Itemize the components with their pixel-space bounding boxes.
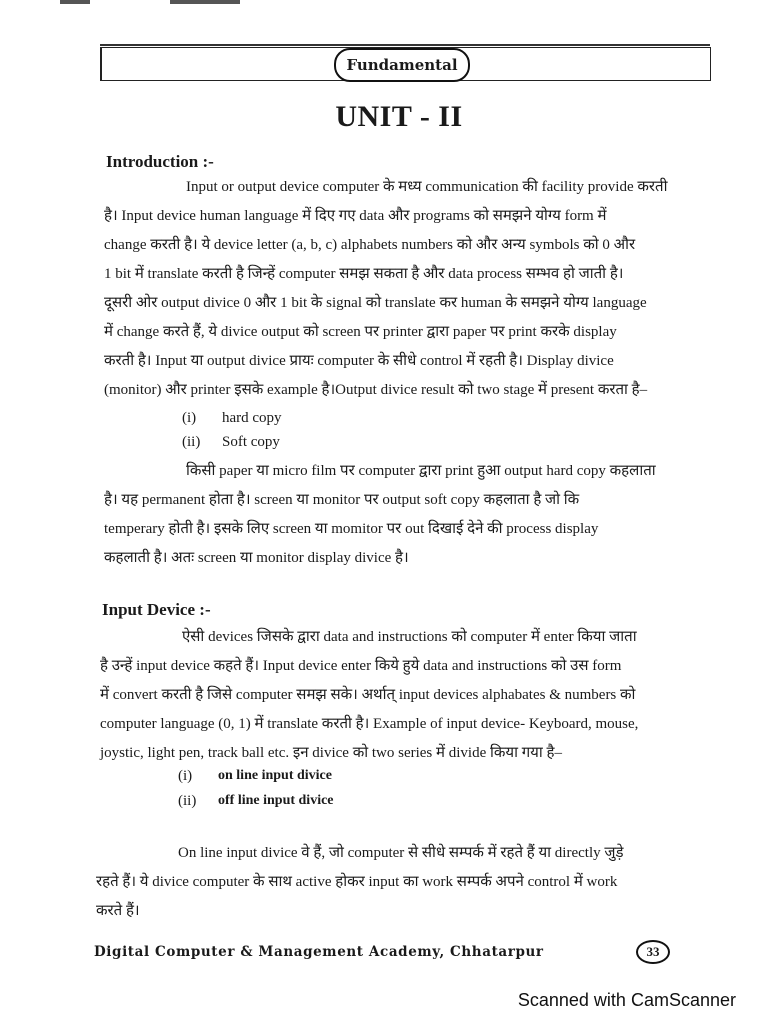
chapter-tag: Fundamental — [334, 48, 470, 82]
text-line: रहते हैं। ये divice computer के साथ active होकर input का work सम्पर्क अपने control में work — [96, 874, 618, 890]
introduction-heading: Introduction :- — [106, 152, 214, 171]
text-line: में convert करती है जिसे computer समझ सके। अर्थात् input devices alphabates & numbers को — [100, 687, 636, 703]
input-device-paragraph — [100, 626, 672, 771]
list-label: on line input divice — [218, 768, 332, 783]
scanner-watermark: Scanned with CamScanner — [517, 990, 736, 1010]
text-line: है। Input device human language में दिए गए data और programs को समझने योग्य form में — [104, 208, 607, 224]
list-number: (i) — [182, 410, 197, 426]
text-line: 1 bit में translate करती है जिन्हें computer समझ सकता है और data process सम्भव हो जाती है। — [104, 266, 624, 282]
input-series-list — [178, 768, 334, 818]
list-item — [178, 768, 334, 793]
list-label: off line input divice — [218, 793, 334, 808]
text-line: किसी paper या micro film पर computer द्वारा print हुआ output hard copy कहलाता — [186, 463, 656, 479]
text-line: करती है। Input या output divice प्रायः computer के सीधे control में रहती है। Display divice — [104, 353, 614, 369]
list-item — [182, 434, 282, 458]
list-item — [178, 793, 334, 818]
text-line: करते हैं। — [96, 903, 140, 919]
scan-edge-smudge — [60, 0, 240, 6]
output-stage-list — [182, 410, 282, 458]
text-line: Input or output device computer के मध्य communication की facility provide करती — [186, 179, 668, 195]
text-line: दूसरी ओर output divice 0 और 1 bit के signal को translate कर human के समझने योग्य language — [104, 295, 647, 311]
list-item — [182, 410, 282, 434]
copy-paragraph — [104, 460, 676, 576]
text-line: computer language (0, 1) में translate करती है। Example of input device- Keyboard, mouse, — [100, 716, 639, 732]
text-line: On line input divice वे हैं, जो computer से सीधे सम्पर्क में रहते हैं या directly जुड़े — [178, 845, 624, 861]
text-line: है। यह permanent होता है। screen या monitor पर output soft copy कहलाता है जो कि — [104, 492, 580, 508]
text-line: (monitor) और printer इसके example है।Output divice result को two stage में present करता है– — [104, 382, 648, 398]
list-number: (i) — [178, 768, 193, 784]
text-line: ऐसी devices जिसके द्वारा data and instructions को computer में enter किया जाता — [182, 629, 637, 645]
unit-title: UNIT - II — [335, 100, 463, 133]
footer-academy: Digital Computer & Management Academy, Chhatarpur — [94, 944, 544, 960]
list-label: Soft copy — [222, 434, 280, 450]
text-line: है उन्हें input device कहते हैं। Input device enter किये हुये data and instructions को उस form — [100, 658, 622, 674]
header-rule — [100, 44, 710, 46]
online-device-paragraph — [96, 842, 668, 929]
list-number: (ii) — [182, 434, 201, 450]
introduction-paragraph — [104, 176, 676, 408]
text-line: joystic, light pen, track ball etc. इन divice को two series में divide किया गया है– — [100, 745, 562, 761]
text-line: temperary होती है। इसके लिए screen या momitor पर out दिखाई देने की process display — [104, 521, 599, 537]
page-number-badge: 33 — [636, 940, 670, 964]
text-line: change करती है। ये device letter (a, b, c) alphabets numbers को और अन्य symbols को 0 और — [104, 237, 636, 253]
text-line: कहलाती है। अतः screen या monitor display divice है। — [104, 550, 409, 566]
list-label: hard copy — [222, 410, 282, 426]
list-number: (ii) — [178, 793, 197, 809]
text-line: में change करते हैं, ये divice output को screen पर printer द्वारा paper पर print करके display — [104, 324, 617, 340]
input-device-heading: Input Device :- — [102, 600, 211, 619]
